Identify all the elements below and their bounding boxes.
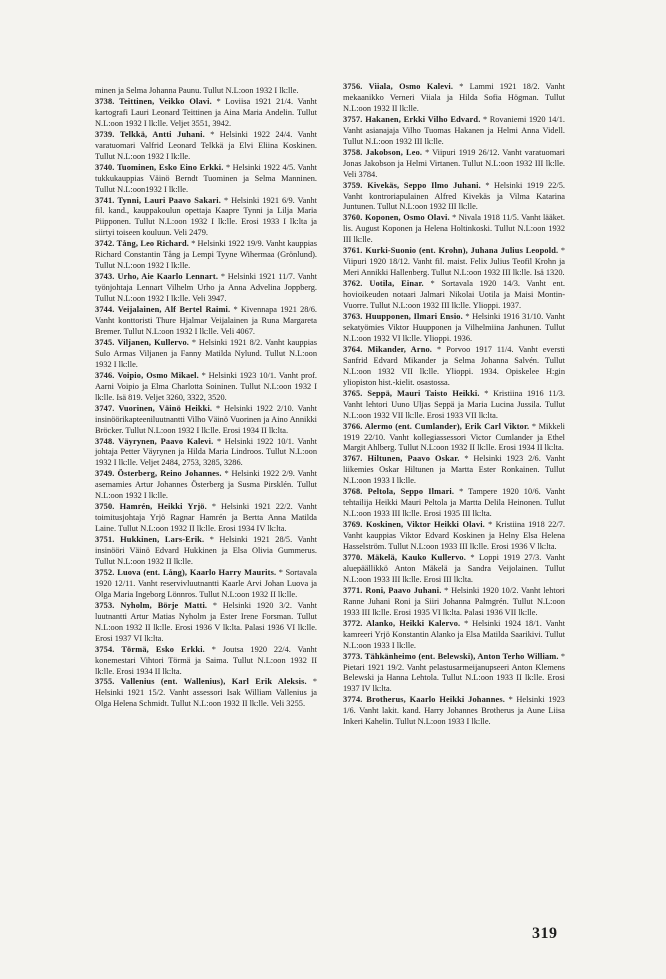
entry-text: * Mikkeli 1919 22/10. Vanht kollegiassessori Victor Cumlander ja Ethel Margit Ahlberg. Tullut N.L:oon 1932 II lk:lle. Erosi 1934 II lk:lta. [343,421,565,453]
entry [343,345,565,389]
entry-text: * Loppi 1919 27/3. Vanht aluepäällikkö Anton Mäkelä ja Sandra Veijolainen. Tullut N.L:oon 1933 III lk:lle. Erosi III lk:lta. [343,552,565,584]
entry-head: 3774. Brotherus, Kaarlo Heikki Johannes. [343,695,505,705]
entry [343,389,565,422]
entry-text: * Joutsa 1920 22/4. Vanht konemestari Vihtori Törmä ja Saima. Tullut N.L:oon 1932 II lk:lle. Erosi 1934 II lk:lta. [95,644,317,676]
entry-text: minen ja Selma Johanna Paunu. Tullut N.L:oon 1932 I lk:lle. [95,86,299,95]
entry-text: * Viipuri 1920 18/12. Vanht fil. maist. Felix Julius Teofil Krohn ja Meri Annikki Hallenberg. Tullut N.L:oon 1932 III lk:lle. Isä 1320. [343,246,565,278]
entry-head: 3759. Kivekäs, Seppo Ilmo Juhani. [343,180,481,190]
entry [343,82,565,115]
entry [95,338,317,371]
entry-text: * Helsinki 1922 19/9. Vanht kauppias Richard Constantin Tång ja Lempi Tyyne Wihermaa (Grönlund). Tullut N.L:oon 1932 I lk:lle. [95,239,317,271]
entry-head: 3753. Nyholm, Börje Matti. [95,600,208,610]
entry-text: * Kivennapa 1921 28/6. Vanht konttoristi Thure Hjalmar Veijalainen ja Runa Margareta Bremer. Tullut N.L:oon 1932 I lk:lle. Veli 4067. [95,305,318,336]
entry [95,568,317,601]
entry-head: 3744. Veijalainen, Alf Bertel Raimi. [95,305,231,315]
entry-head: 3765. Seppä, Mauri Taisto Heikki. [343,388,480,398]
entry [95,163,317,196]
entry [343,586,565,619]
entry-text: * Helsinki 1921 8/2. Vanht kauppias Sulo Armas Viljanen ja Fanny Matilda Nylund. Tullut N.L:oon 1932 I lk:lle. [95,337,317,369]
entry-text: * Helsinki 1921 11/7. Vanht työnjohtaja Lennart Vilhelm Urho ja Anna Advelina Joppberg. Tullut N.L:oon 1932 I lk:lle. Veli 3947. [95,272,317,304]
entry-text: * Helsinki 1916 31/10. Vanht sekatyömies Viktor Huupponen ja Vilhelmiina Janhunen. Tullut N.L:oon 1932 VI lk:lle. Ylioppi. 1936. [343,312,565,343]
entry-text: * Kristiina 1918 22/7. Vanht kauppias Viktor Edvard Koskinen ja Helny Elsa Helena Hasselström. Tullut N.L:oon 1933 III lk:lle. Erosi 1936 V lk:lta. [343,520,565,552]
entry-text: * Helsinki 1920 10/2. Vanht lehtori Ranne Juhani Roni ja Siiri Johanna Palmgrén. Tullut N.L:oon 1933 III lk:lle. Erosi 1935 VI lk:lta. Palasi 1936 VII lk:lle. [343,585,565,617]
entry [343,181,565,214]
entry [343,279,565,312]
entry-text: * Helsinki 1922 2/9. Vanht asemamies Artur Johannes Österberg ja Susma Pirsklén. Tullut N.L:oon 1932 I lk:lle. [95,469,317,501]
entry [95,437,317,470]
entry [343,487,565,520]
entry-head: 3756. Viiala, Osmo Kalevi. [343,82,454,91]
entry-head: 3751. Hukkinen, Lars-Erik. [95,535,205,545]
entry [95,86,317,97]
entry-text: * Lammi 1921 18/2. Vanht mekaanikko Verneri Viiala ja Hilda Sofia Högman. Tullut N.L:oon 1932 II lk:lle. [343,82,565,113]
entry [95,502,317,535]
entry-text: * Helsinki 1921 6/9. Vanht fil. kand., kauppakoulun opettaja Kaapre Tynni ja Lilja Maria Piipponen. Tullut N.L:oon 1932 I lk:lle. Erosi 1933 I lk:lta ja siirtyi toiseen kouluun. Veli 2479. [95,195,317,238]
entry [95,130,317,163]
entry-text: * Helsinki 1921 15/2. Vanht assessori Isak William Vallenius ja Olga Helena Schmidt. Tullut N.L:oon 1932 II lk:lle. Veli 3255. [95,677,318,709]
entry-head: 3761. Kurki-Suonio (ent. Krohn), Juhana Julius Leopold. [343,246,559,256]
entry-head: 3748. Väyrynen, Paavo Kalevi. [95,436,214,446]
entry [95,404,317,437]
entry-text: * Loviisa 1921 21/4. Vanht kartografi Lauri Leonard Teittinen ja Aina Maria Andelin. Tullut N.L:oon 1932 I lk:lle. Veljet 3551, 3942. [95,96,317,128]
entry [343,312,565,345]
entry-text: * Kristiina 1916 11/3. Vanht lehtori Uuno Uljas Seppä ja Maria Lucina Jussila. Tullut N.L:oon 1932 VII lk:lle. Erosi 1933 VII lk:lta. [343,388,565,420]
page-number: 319 [532,925,558,942]
entry-text: * Helsinki 1919 22/5. Vanht kontroriapulainen Alfred Kivekäs ja Vilma Katarina Juntunen. Tullut N.L:oon 1932 III lk:lle. [343,180,565,212]
entry [343,213,565,246]
entry-head: 3773. Tähkänheimo (ent. Belewski), Anton Terho William. [343,651,559,661]
entry [95,196,317,240]
entry [343,652,565,696]
entry [95,677,317,710]
entry-head: 3740. Tuominen, Esko Eino Erkki. [95,162,224,172]
entry [95,535,317,568]
entry [95,272,317,305]
entry-text: * Tampere 1920 10/6. Vanht tehtailija Heikki Mauri Peltola ja Martta Delila Heinonen. Tullut N.L:oon 1933 III lk:lle. Erosi 1935 III lk:lta. [343,487,566,519]
entry-head: 3752. Luova (ent. Lång), Kaarlo Harry Maurits. [95,567,277,577]
entry-text: * Helsinki 1921 28/5. Vanht insinööri Väinö Edvard Hukkinen ja Elsa Olivia Gummerus. Tullut N.L:oon 1932 II lk:lle. [95,535,317,566]
entry-text: * Viipuri 1919 26/12. Vanht varatuomari Jonas Jakobson ja Helmi Virtanen. Tullut N.L:oon 1932 III lk:lle. Veli 3784. [343,147,565,179]
left-column [95,86,317,710]
entry-head: 3743. Urho, Aie Kaarlo Lennart. [95,272,219,282]
entry-text: * Helsinki 1922 24/4. Vanht varatuomari Valfrid Leonard Telkkä ja Elvi Eliina Koskinen. Tullut N.L:oon 1932 I lk:lle. [95,129,317,161]
entry-head: 3767. Hiltunen, Paavo Oskar. [343,454,460,464]
entry-head: 3755. Vallenius (ent. Wallenius), Karl Erik Aleksis. [95,677,307,687]
entry-text: * Helsinki 1923 2/6. Vanht liikemies Oskar Hiltunen ja Martta Ester Ronkainen. Tullut N.L:oon 1933 I lk:lle. [343,454,565,486]
entry-head: 3772. Alanko, Heikki Kalervo. [343,618,461,628]
entry-head: 3766. Alermo (ent. Cumlander), Erik Carl Viktor. [343,421,530,431]
entry-text: * Helsinki 1922 4/5. Vanht tukkukauppias Väinö Berndt Tuominen ja Selma Manninen. Tullut N.L:oon1932 I lk:lle. [95,162,317,194]
entry [95,469,317,502]
entry [343,115,565,148]
entry-head: 3738. Teittinen, Veikko Olavi. [95,96,212,106]
entry [343,553,565,586]
entry-text: * Pietari 1921 19/2. Vanht pelastusarmeijanupseeri Anton Klemens Belewski ja Hanna Lehtola. Tullut N.L:oon 1933 II lk:lle. Erosi 1937 IV lk:lta. [343,651,566,694]
entry-text: * Rovaniemi 1920 14/1. Vanht asianajaja Vilho Tuomas Hakanen ja Helmi Anna Videll. Tullut N.L:oon 1932 III lk:lle. [343,114,565,146]
entry-head: 3758. Jakobson, Leo. [343,147,423,157]
entry [343,148,565,181]
entry-text: * Sortavala 1920 12/11. Vanht reservivluutnantti Kaarle Arvi Johan Luova ja Olga Maria Ingeborg Lönnros. Tullut N.L:oon 1932 II lk:lle. [95,567,317,599]
entry-head: 3750. Hamrén, Heikki Yrjö. [95,502,207,512]
entry-head: 3747. Vuorinen, Väinö Heikki. [95,403,213,413]
entry [95,305,317,338]
entry [343,454,565,487]
entry-text: * Helsinki 1921 22/2. Vanht toimitusjohtaja Yrjö Ragnar Hamrén ja Bertta Anna Matilda Laine. Tullut N.L:oon 1932 II lk:lle. Erosi 1934 IV lk:lta. [95,502,317,534]
entry-head: 3741. Tynni, Lauri Paavo Sakari. [95,195,221,205]
entry-head: 3762. Uotila, Einar. [343,279,424,289]
entry-text: * Helsinki 1920 3/2. Vanht luutnantti Artur Matias Nyholm ja Ester Irene Forsman. Tullut N.L:oon 1932 II lk:lle. Erosi 1936 V lk:lta. Palasi 1936 VI lk:lle. Erosi 1937 VI lk:lta. [95,600,317,643]
entry-text: * Porvoo 1917 11/4. Vanht eversti Sanfrid Edvard Mikander ja Selma Johanna Salvén. Tullut N.L:oon 1932 VII lk:lle. Ylioppi. 1934. Opiskelee H:gin yliopiston hist.-kielit. osastossa. [343,344,565,387]
entry-head: 3754. Törmä, Esko Erkki. [95,644,205,654]
entry-head: 3769. Koskinen, Viktor Heikki Olavi. [343,520,485,530]
entry-head: 3739. Telkkä, Antti Juhani. [95,129,205,139]
entry [343,422,565,455]
entry [95,645,317,678]
entry-text: * Helsinki 1923 1/6. Vanht lakit. kand. Harry Johannes Brotherus ja Aune Liisa Inkeri Kahelin. Tullut N.L:oon 1933 I lk:lle. [343,695,565,727]
entry-head: 3764. Mikander, Arno. [343,344,433,354]
entry-head: 3749. Österberg, Reino Johannes. [95,469,222,479]
entry-head: 3768. Peltola, Seppo Ilmari. [343,487,455,497]
entry [95,371,317,404]
entry-head: 3745. Viljanen, Kullervo. [95,337,190,347]
entry-text: * Helsinki 1923 10/1. Vanht prof. Aarni Voipio ja Elma Charlotta Soininen. Tullut N.L:oon 1932 I lk:lle. Isä 819. Veljet 3260, 3322, 3520. [95,370,318,402]
entry-text: * Helsinki 1922 10/1. Vanht johtaja Petter Väyrynen ja Hilda Maria Lindroos. Tullut N.L:oon 1932 I lk:lle. Veljet 2484, 2753, 3285, 3286. [95,436,317,468]
entry [343,246,565,279]
entry-text: * Sortavala 1920 14/3. Vanht ent. hovioikeuden notaari Jalmari Nikolai Uotila ja Maisi Montin-Vuorre. Tullut N.L:oon 1932 III lk:lle. Ylioppi. 1937. [343,279,565,311]
entry [343,695,565,728]
entry-head: 3746. Voipio, Osmo Mikael. [95,370,199,380]
entry-text: * Helsinki 1922 2/10. Vanht insinöörikapteeniluutnantti Vilho Väinö Vuorinen ja Aino Annikki Bröcker. Tullut N.L:oon 1932 I lk:lle. Erosi 1934 II lk:lta. [95,403,317,435]
right-column [343,82,565,728]
entry-head: 3763. Huupponen, Ilmari Ensio. [343,312,463,322]
entry [95,239,317,272]
entry-head: 3760. Koponen, Osmo Olavi. [343,213,450,223]
entry-head: 3771. Roni, Paavo Juhani. [343,585,442,595]
entry-text: * Helsinki 1924 18/1. Vanht kamreeri Yrjö Konstantin Alanko ja Elsa Matilda Saarikivi. Tullut N.L:oon 1933 I lk:lle. [343,618,565,650]
entry-head: 3770. Mäkelä, Kauko Kullervo. [343,552,466,562]
entry-head: 3742. Tång, Leo Richard. [95,239,190,249]
entry [95,97,317,130]
entry [95,601,317,645]
entry [343,619,565,652]
entry [343,520,565,553]
entry-head: 3757. Hakanen, Erkki Vilho Edvard. [343,114,481,124]
entry-text: * Nivala 1918 11/5. Vanht lääket. lis. August Koponen ja Helena Holtinkoski. Tullut N.L:oon 1932 III lk:lle. [343,213,565,245]
